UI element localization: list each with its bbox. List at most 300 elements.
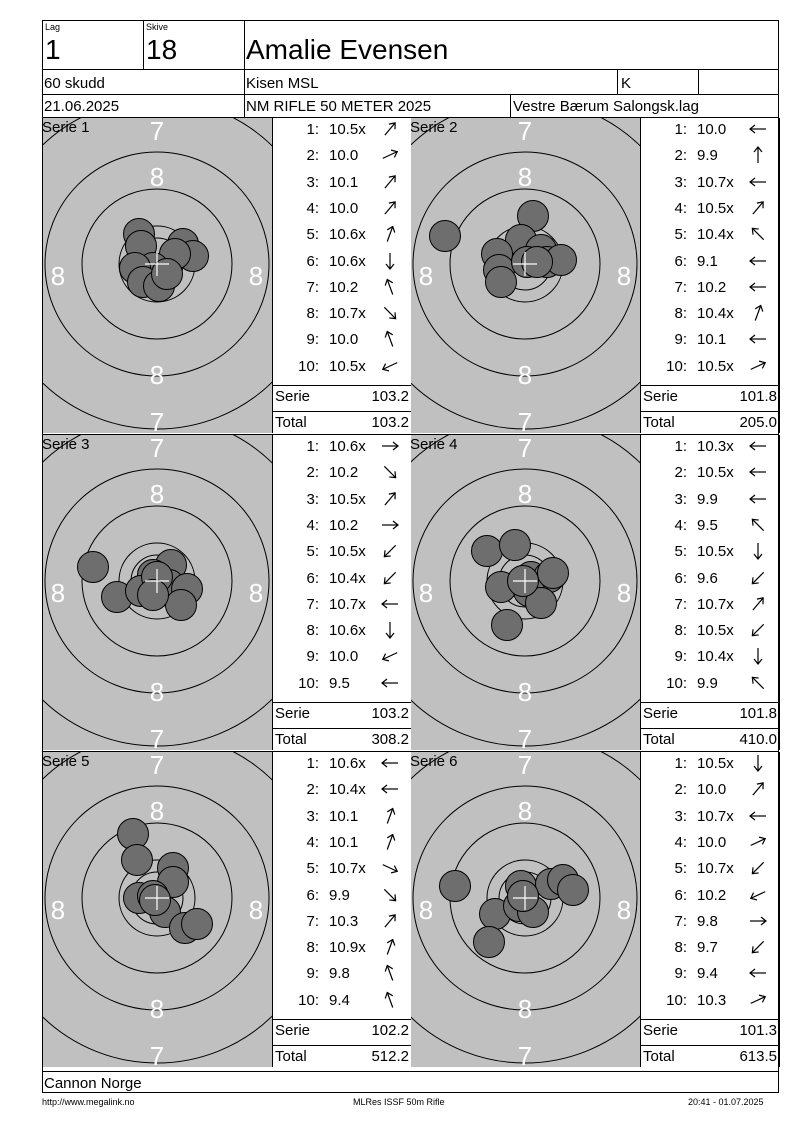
shot-number: 10: — [666, 357, 687, 375]
direction-arrow-icon — [379, 173, 401, 191]
direction-arrow-icon — [747, 542, 769, 560]
shot-row — [273, 331, 412, 357]
shot-number: 4: — [306, 833, 319, 851]
shot-number: 9: — [306, 331, 319, 349]
direction-arrow-icon — [379, 278, 401, 296]
hit-mark — [486, 267, 517, 298]
direction-arrow-icon — [379, 912, 401, 930]
direction-arrow-icon — [747, 780, 769, 798]
series-sum-label: Serie — [275, 705, 311, 722]
shot-row — [641, 834, 780, 860]
shot-row — [641, 253, 780, 279]
shot-value: 10.7x — [329, 305, 366, 323]
shot-number: 1: — [674, 755, 687, 772]
shot-row — [273, 992, 412, 1018]
running-total — [641, 731, 780, 753]
shot-row — [273, 358, 412, 384]
series-sum — [273, 1022, 412, 1044]
ring-label: 7 — [517, 435, 533, 463]
direction-arrow-icon — [379, 833, 401, 851]
running-total-value: 512.2 — [371, 1048, 409, 1065]
shot-value: 9.9 — [329, 886, 350, 904]
series-sum — [273, 388, 412, 410]
shot-value: 9.4 — [329, 991, 350, 1009]
ring-label: 8 — [517, 360, 533, 390]
direction-arrow-icon — [379, 490, 401, 508]
ring-label: 8 — [50, 895, 66, 925]
shot-number: 2: — [674, 781, 687, 799]
running-total-value: 613.5 — [739, 1048, 777, 1065]
ring-label: 7 — [149, 118, 165, 146]
shot-value: 9.9 — [697, 490, 718, 508]
ring-label: 8 — [616, 895, 632, 925]
direction-arrow-icon — [747, 304, 769, 322]
direction-arrow-icon — [379, 621, 401, 639]
direction-arrow-icon — [379, 516, 401, 534]
hit-mark — [474, 927, 505, 958]
direction-arrow-icon — [379, 754, 401, 772]
shot-value: 9.1 — [697, 252, 718, 270]
shot-row — [641, 860, 780, 886]
ring-label: 7 — [517, 724, 533, 750]
hit-mark — [122, 845, 153, 876]
shot-number: 1: — [674, 121, 687, 138]
shot-value: 10.5x — [697, 622, 734, 640]
shot-number: 6: — [674, 886, 687, 904]
ring-label: 7 — [517, 118, 533, 146]
direction-arrow-icon — [747, 674, 769, 692]
direction-arrow-icon — [379, 437, 401, 455]
direction-arrow-icon — [747, 964, 769, 982]
shot-number: 3: — [306, 173, 319, 191]
shot-row — [641, 358, 780, 384]
shot-row — [273, 755, 412, 781]
shot-value: 10.3 — [697, 991, 727, 1009]
hit-mark — [78, 552, 109, 583]
shot-number: 6: — [306, 252, 319, 270]
ring-label: 7 — [517, 1041, 533, 1067]
shot-value: 10.0 — [697, 781, 727, 799]
shot-row — [273, 622, 412, 648]
shot-row — [273, 834, 412, 860]
shot-value: 10.5x — [329, 490, 366, 508]
shot-value: 10.5x — [329, 543, 366, 561]
shot-value: 10.7x — [697, 173, 734, 191]
running-total-label: Total — [275, 1048, 307, 1065]
shot-row — [273, 939, 412, 965]
ring-label: 7 — [517, 752, 533, 780]
ring-label: 7 — [517, 407, 533, 433]
shot-number: 5: — [306, 226, 319, 244]
direction-arrow-icon — [747, 199, 769, 217]
running-total — [641, 1048, 780, 1070]
date: 21.06.2025 — [44, 98, 120, 115]
shot-number: 6: — [306, 569, 319, 587]
class-label: K — [621, 75, 632, 92]
ring-label: 8 — [248, 895, 264, 925]
direction-arrow-icon — [379, 120, 401, 138]
running-total-value: 205.0 — [739, 414, 777, 431]
shot-row — [641, 622, 780, 648]
ring-label: 8 — [149, 677, 165, 707]
direction-arrow-icon — [747, 991, 769, 1009]
shot-row — [641, 121, 780, 147]
series-title: Serie 1 — [42, 119, 90, 136]
shot-value: 10.7x — [697, 807, 734, 825]
shot-value: 10.6x — [329, 252, 366, 270]
shot-value: 10.0 — [329, 648, 359, 666]
shot-row — [641, 965, 780, 991]
direction-arrow-icon — [747, 516, 769, 534]
direction-arrow-icon — [379, 330, 401, 348]
ring-label: 8 — [616, 261, 632, 291]
series-sum-value: 103.2 — [371, 705, 409, 722]
shot-number: 10: — [298, 674, 319, 692]
direction-arrow-icon — [379, 807, 401, 825]
direction-arrow-icon — [747, 225, 769, 243]
direction-arrow-icon — [747, 278, 769, 296]
direction-arrow-icon — [379, 357, 401, 375]
shot-value: 10.6x — [329, 226, 366, 244]
shot-value: 10.5x — [697, 755, 734, 772]
shot-row — [641, 887, 780, 913]
running-total — [641, 414, 780, 436]
shot-value: 10.1 — [329, 807, 359, 825]
shot-row — [273, 887, 412, 913]
shot-row — [273, 305, 412, 331]
shot-value: 10.5x — [329, 357, 366, 375]
series-sum-value: 101.8 — [739, 705, 777, 722]
shot-value: 9.5 — [697, 516, 718, 534]
shot-number: 9: — [674, 331, 687, 349]
shot-value: 10.4x — [697, 305, 734, 323]
hit-mark — [472, 536, 503, 567]
shot-value: 10.0 — [697, 833, 727, 851]
hit-mark — [182, 909, 213, 940]
shot-row — [273, 279, 412, 305]
shot-row — [641, 808, 780, 834]
ring-label: 8 — [517, 677, 533, 707]
series-sum-value: 102.2 — [371, 1022, 409, 1039]
direction-arrow-icon — [379, 463, 401, 481]
shot-value: 9.7 — [697, 939, 718, 957]
series-title: Serie 4 — [410, 436, 458, 453]
direction-arrow-icon — [747, 357, 769, 375]
footer-url[interactable]: http://www.megalink.no — [42, 1097, 135, 1107]
direction-arrow-icon — [379, 886, 401, 904]
target-4 — [411, 435, 640, 750]
shot-value: 10.3 — [329, 912, 359, 930]
ring-label: 8 — [418, 895, 434, 925]
direction-arrow-icon — [379, 780, 401, 798]
series-title: Serie 6 — [410, 753, 458, 770]
shot-row — [641, 755, 780, 781]
shot-row — [273, 464, 412, 490]
shot-row — [273, 174, 412, 200]
direction-arrow-icon — [379, 991, 401, 1009]
shot-number: 1: — [306, 438, 319, 455]
shot-number: 3: — [674, 173, 687, 191]
shot-value: 10.4x — [697, 226, 734, 244]
shot-value: 10.5x — [329, 121, 366, 138]
shot-value: 10.0 — [697, 121, 727, 138]
shot-value: 10.2 — [329, 278, 359, 296]
ring-label: 8 — [517, 162, 533, 192]
shot-number: 6: — [674, 252, 687, 270]
shot-value: 10.4x — [329, 569, 366, 587]
series-sum — [641, 705, 780, 727]
sponsor-name: Cannon Norge — [44, 1075, 142, 1092]
shot-row — [641, 279, 780, 305]
shot-number: 4: — [674, 833, 687, 851]
shot-number: 7: — [306, 278, 319, 296]
shot-value: 9.5 — [329, 674, 350, 692]
series-sum-value: 101.3 — [739, 1022, 777, 1039]
shot-number: 1: — [674, 438, 687, 455]
target-2 — [411, 118, 640, 433]
shot-value: 10.6x — [329, 438, 366, 455]
shot-number: 10: — [666, 674, 687, 692]
shot-value: 10.1 — [697, 331, 727, 349]
direction-arrow-icon — [379, 964, 401, 982]
shot-number: 5: — [674, 860, 687, 878]
shot-row — [641, 648, 780, 674]
shot-row — [641, 781, 780, 807]
club-name: Kisen MSL — [246, 75, 319, 92]
shot-value: 10.0 — [329, 147, 359, 165]
shot-row — [273, 675, 412, 701]
shot-number: 8: — [306, 939, 319, 957]
hit-mark — [440, 871, 471, 902]
shot-number: 2: — [306, 781, 319, 799]
direction-arrow-icon — [747, 912, 769, 930]
direction-arrow-icon — [747, 173, 769, 191]
shot-number: 8: — [674, 305, 687, 323]
ring-label: 8 — [517, 994, 533, 1024]
running-total-value: 410.0 — [739, 731, 777, 748]
direction-arrow-icon — [379, 225, 401, 243]
shot-row — [273, 491, 412, 517]
ring-label: 8 — [418, 261, 434, 291]
shot-row — [273, 147, 412, 173]
series-sum-label: Serie — [275, 388, 311, 405]
direction-arrow-icon — [379, 199, 401, 217]
shot-number: 7: — [306, 595, 319, 613]
shot-value: 10.7x — [697, 595, 734, 613]
shot-number: 3: — [674, 490, 687, 508]
shot-row — [641, 147, 780, 173]
shot-row — [641, 331, 780, 357]
shot-number: 7: — [674, 595, 687, 613]
shot-value: 10.2 — [697, 886, 727, 904]
running-total-label: Total — [643, 731, 675, 748]
shot-row — [641, 305, 780, 331]
direction-arrow-icon — [747, 490, 769, 508]
hit-mark — [522, 247, 553, 278]
skive-value: 18 — [146, 34, 178, 65]
direction-arrow-icon — [747, 621, 769, 639]
direction-arrow-icon — [747, 120, 769, 138]
series-sum — [641, 388, 780, 410]
lag-value: 1 — [45, 34, 61, 65]
series-sum-value: 101.8 — [739, 388, 777, 405]
series-title: Serie 5 — [42, 753, 90, 770]
shot-value: 10.1 — [329, 173, 359, 191]
series-sum — [641, 1022, 780, 1044]
shot-row — [273, 253, 412, 279]
series-title: Serie 3 — [42, 436, 90, 453]
direction-arrow-icon — [747, 754, 769, 772]
running-total-label: Total — [275, 414, 307, 431]
shot-row — [641, 491, 780, 517]
shot-value: 10.9x — [329, 939, 366, 957]
ring-label: 8 — [517, 796, 533, 826]
direction-arrow-icon — [747, 252, 769, 270]
series-sum-label: Serie — [643, 705, 679, 722]
direction-arrow-icon — [379, 647, 401, 665]
shot-row — [641, 939, 780, 965]
direction-arrow-icon — [747, 647, 769, 665]
shot-number: 8: — [674, 939, 687, 957]
ring-label: 8 — [418, 578, 434, 608]
shot-value: 9.9 — [697, 147, 718, 165]
shot-value: 10.6x — [329, 622, 366, 640]
shot-value: 9.6 — [697, 569, 718, 587]
shot-number: 3: — [306, 490, 319, 508]
shot-value: 10.0 — [329, 331, 359, 349]
shot-number: 4: — [306, 516, 319, 534]
shot-number: 5: — [674, 543, 687, 561]
direction-arrow-icon — [379, 859, 401, 877]
shot-number: 2: — [674, 147, 687, 165]
hit-mark — [500, 530, 531, 561]
direction-arrow-icon — [747, 330, 769, 348]
shot-number: 5: — [306, 543, 319, 561]
shot-number: 8: — [306, 622, 319, 640]
shot-number: 9: — [674, 965, 687, 983]
shot-row — [641, 464, 780, 490]
shot-value: 10.5x — [697, 199, 734, 217]
shot-row — [273, 648, 412, 674]
hit-mark — [492, 610, 523, 641]
hit-mark — [140, 885, 171, 916]
running-total-label: Total — [643, 414, 675, 431]
ring-label: 8 — [149, 479, 165, 509]
shot-number: 9: — [306, 965, 319, 983]
shot-value: 9.8 — [329, 965, 350, 983]
ring-label: 8 — [616, 578, 632, 608]
shot-row — [273, 913, 412, 939]
hit-mark — [508, 881, 539, 912]
shot-value: 9.8 — [697, 912, 718, 930]
shot-value: 10.2 — [697, 278, 727, 296]
shot-row — [641, 517, 780, 543]
running-total — [273, 1048, 412, 1070]
direction-arrow-icon — [379, 146, 401, 164]
shot-row — [273, 781, 412, 807]
ring-label: 8 — [517, 479, 533, 509]
lag-label: Lag — [45, 22, 61, 32]
shot-value: 10.7x — [329, 595, 366, 613]
series-sum — [273, 705, 412, 727]
running-total-label: Total — [643, 1048, 675, 1065]
direction-arrow-icon — [747, 886, 769, 904]
shot-row — [641, 226, 780, 252]
shot-row — [641, 200, 780, 226]
shot-row — [273, 570, 412, 596]
direction-arrow-icon — [379, 569, 401, 587]
shot-value: 9.9 — [697, 674, 718, 692]
hit-mark — [538, 558, 569, 589]
hit-mark — [430, 221, 461, 252]
shot-row — [273, 517, 412, 543]
shot-row — [273, 226, 412, 252]
shot-number: 9: — [674, 648, 687, 666]
running-total-value: 308.2 — [371, 731, 409, 748]
shot-number: 3: — [674, 807, 687, 825]
shot-row — [641, 570, 780, 596]
ring-label: 7 — [149, 435, 165, 463]
shot-value: 9.4 — [697, 965, 718, 983]
shot-number: 7: — [674, 278, 687, 296]
shots-info: 60 skudd — [44, 75, 105, 92]
shot-number: 6: — [306, 886, 319, 904]
target-3 — [43, 435, 272, 750]
team-name: Vestre Bærum Salongsk.lag — [513, 98, 699, 115]
shot-row — [641, 675, 780, 701]
shot-value: 10.0 — [329, 199, 359, 217]
shot-number: 5: — [674, 226, 687, 244]
footer-timestamp: 20:41 - 01.07.2025 — [688, 1097, 764, 1107]
shot-value: 10.7x — [329, 860, 366, 878]
shot-number: 8: — [306, 305, 319, 323]
shot-number: 2: — [674, 464, 687, 482]
shot-row — [641, 596, 780, 622]
shot-number: 10: — [298, 357, 319, 375]
hit-mark — [152, 259, 183, 290]
shooter-name: Amalie Evensen — [246, 34, 449, 65]
shot-number: 10: — [666, 991, 687, 1009]
shot-number: 7: — [306, 912, 319, 930]
shot-number: 10: — [298, 991, 319, 1009]
shot-number: 4: — [674, 516, 687, 534]
shot-value: 10.5x — [697, 464, 734, 482]
series-sum-label: Serie — [643, 388, 679, 405]
skive-label: Skive — [146, 22, 169, 32]
target-6 — [411, 752, 640, 1067]
shot-value: 10.6x — [329, 755, 366, 772]
running-total — [273, 414, 412, 436]
direction-arrow-icon — [379, 938, 401, 956]
direction-arrow-icon — [747, 569, 769, 587]
ring-label: 8 — [149, 796, 165, 826]
series-sum-label: Serie — [643, 1022, 679, 1039]
shot-number: 4: — [306, 199, 319, 217]
target-5 — [43, 752, 272, 1067]
shot-number: 2: — [306, 147, 319, 165]
shot-number: 4: — [674, 199, 687, 217]
direction-arrow-icon — [747, 463, 769, 481]
shot-row — [273, 596, 412, 622]
ring-label: 7 — [149, 407, 165, 433]
shot-value: 10.5x — [697, 357, 734, 375]
series-sum-value: 103.2 — [371, 388, 409, 405]
footer-software: MLRes ISSF 50m Rifle — [353, 1097, 445, 1107]
direction-arrow-icon — [379, 595, 401, 613]
shot-number: 3: — [306, 807, 319, 825]
shot-value: 10.4x — [697, 648, 734, 666]
event-name: NM RIFLE 50 METER 2025 — [246, 98, 432, 115]
